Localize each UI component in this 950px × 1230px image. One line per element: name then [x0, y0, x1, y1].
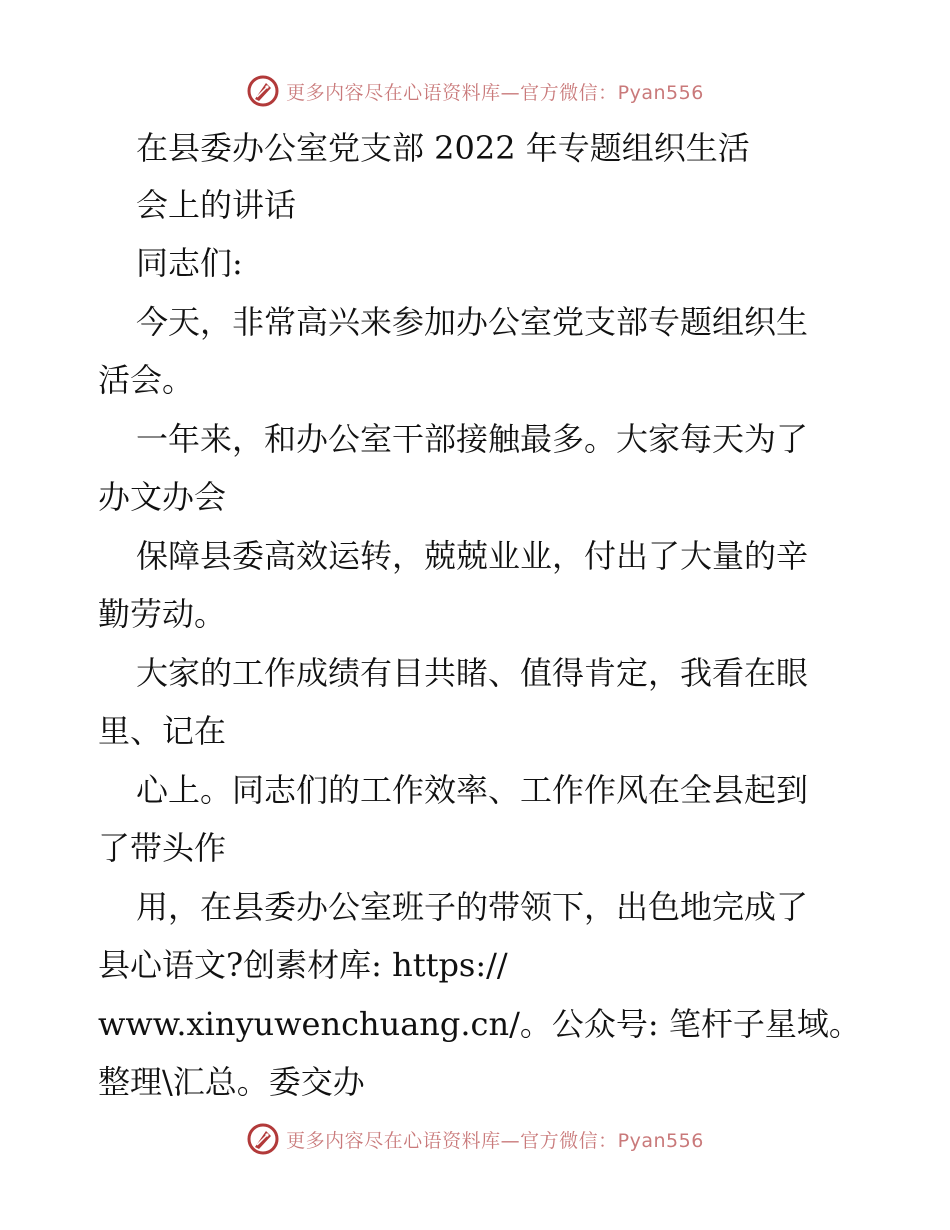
text-line: 保障县委高效运转，兢兢业业，付出了大量的辛 [136, 537, 809, 575]
title-line-1: 在县委办公室党支部 2022 年专题组织生活 [136, 129, 750, 167]
text-line: 勤劳动。 [98, 595, 227, 633]
title-line-2: 会上的讲话 [136, 186, 297, 224]
text-line: 今天，非常高兴来参加办公室党支部专题组织生 [136, 303, 809, 341]
footer-watermark-text: 更多内容尽在心语资料库—官方微信：Pyan556 [286, 1129, 704, 1152]
text-line: 办文办会 [98, 478, 227, 516]
text-line: 大家的工作成绩有目共睹、值得肯定，我看在眼 [136, 654, 809, 692]
header-watermark-banner [0, 71, 950, 111]
text-line: 县心语文?创素材库: https:// [98, 946, 508, 984]
pen-nib-logo-icon [246, 74, 280, 108]
text-line: 用，在县委办公室班子的带领下，出色地完成了 [136, 888, 809, 926]
footer-watermark-banner [0, 1119, 950, 1159]
pen-nib-logo-icon [246, 1122, 280, 1156]
salutation: 同志们: [136, 244, 243, 282]
text-line: 心上。同志们的工作效率、工作作风在全县起到 [136, 771, 809, 809]
text-line: 一年来，和办公室干部接触最多。大家每天为了 [136, 420, 809, 458]
text-line: www.xinyuwenchuang.cn/。公众号: 笔杆子星域。 [98, 1005, 861, 1043]
text-line: 整理\汇总。委交办 [98, 1063, 365, 1101]
header-watermark-text: 更多内容尽在心语资料库—官方微信：Pyan556 [286, 81, 704, 104]
text-line: 活会。 [98, 361, 195, 399]
text-line: 了带头作 [98, 829, 227, 867]
text-line: 里、记在 [98, 712, 227, 750]
